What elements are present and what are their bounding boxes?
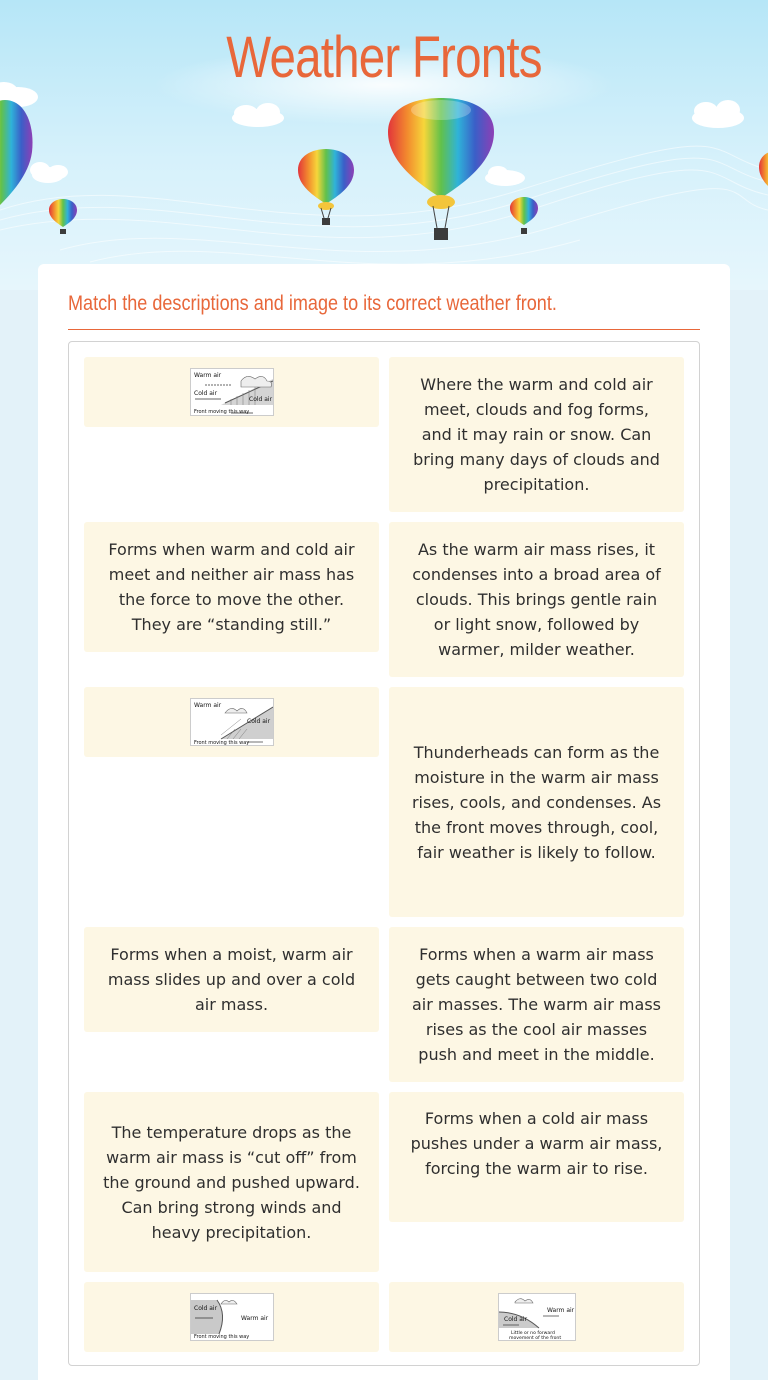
diagram-label: Warm air <box>193 702 221 709</box>
diagram-label: Cold air <box>193 390 217 397</box>
card-text: The temperature drops as the warm air mass is “cut off” from the ground and pushed upward. Can bring strong winds and heavy precipitation. <box>103 1122 360 1242</box>
cold-front-diagram <box>190 698 274 746</box>
diagram-label: Warm air <box>240 1315 268 1322</box>
instructions-heading <box>68 292 700 330</box>
occluded-front-diagram <box>190 1293 274 1341</box>
match-card-left-1[interactable] <box>84 357 379 427</box>
card-text: As the warm air mass rises, it condenses into a broad area of clouds. This brings gentle rain or light snow, followed by warmer, milder weather. <box>412 540 661 659</box>
diagram-label: Warm air <box>193 372 221 379</box>
match-card-left-5[interactable] <box>84 1092 379 1272</box>
page-title: Weather Fronts <box>226 25 542 90</box>
header-banner <box>0 0 768 290</box>
card-text: Forms when a warm air mass gets caught between two cold air masses. The warm air mass rises as the cool air masses push and meet in the middle. <box>411 945 661 1064</box>
diagram-label: Cold air <box>248 396 272 403</box>
match-card-left-4[interactable] <box>84 927 379 1032</box>
diagram-label: Cold air <box>503 1316 527 1323</box>
diagram-label: Front moving this way <box>193 1334 249 1340</box>
diagram-label: Cold air <box>193 1305 217 1312</box>
card-text: Thunderheads can form as the moisture in the warm air mass rises, cools, and condenses. As the front moves through, cool, fair weather is likely to follow. <box>411 742 662 862</box>
diagram-label: Little or no forward <box>510 1331 555 1336</box>
diagram-label: Warm air <box>546 1307 574 1314</box>
match-card-right-5[interactable] <box>389 1092 684 1222</box>
card-text: Forms when warm and cold air meet and neither air mass has the force to move the other. They are “standing still.” <box>108 540 355 634</box>
warm-front-diagram <box>190 368 274 416</box>
match-card-left-3[interactable] <box>84 687 379 757</box>
instructions-text: Match the descriptions and image to its correct weather front. <box>68 292 557 315</box>
stationary-front-diagram <box>498 1293 576 1341</box>
match-card-right-3[interactable] <box>389 687 684 917</box>
diagram-label: Front moving this way <box>193 740 249 745</box>
match-card-right-1[interactable] <box>389 357 684 512</box>
matching-area <box>68 341 700 1366</box>
match-card-right-6[interactable] <box>389 1282 684 1352</box>
worksheet-card <box>38 264 730 1380</box>
card-text: Where the warm and cold air meet, clouds and fog forms, and it may rain or snow. Can bring many days of clouds and precipitation. <box>413 375 660 494</box>
match-card-right-4[interactable] <box>389 927 684 1082</box>
card-text: Forms when a cold air mass pushes under a warm air mass, forcing the warm air to rise. <box>410 1109 663 1178</box>
match-card-right-2[interactable] <box>389 522 684 677</box>
diagram-label: Front moving this way <box>193 409 249 415</box>
card-text: Forms when a moist, warm air mass slides up and over a cold air mass. <box>107 945 356 1014</box>
diagram-label: Cold air <box>246 718 270 725</box>
diagram-label: movement of the front <box>508 1336 561 1340</box>
match-card-left-6[interactable] <box>84 1282 379 1352</box>
match-card-left-2[interactable] <box>84 522 379 652</box>
